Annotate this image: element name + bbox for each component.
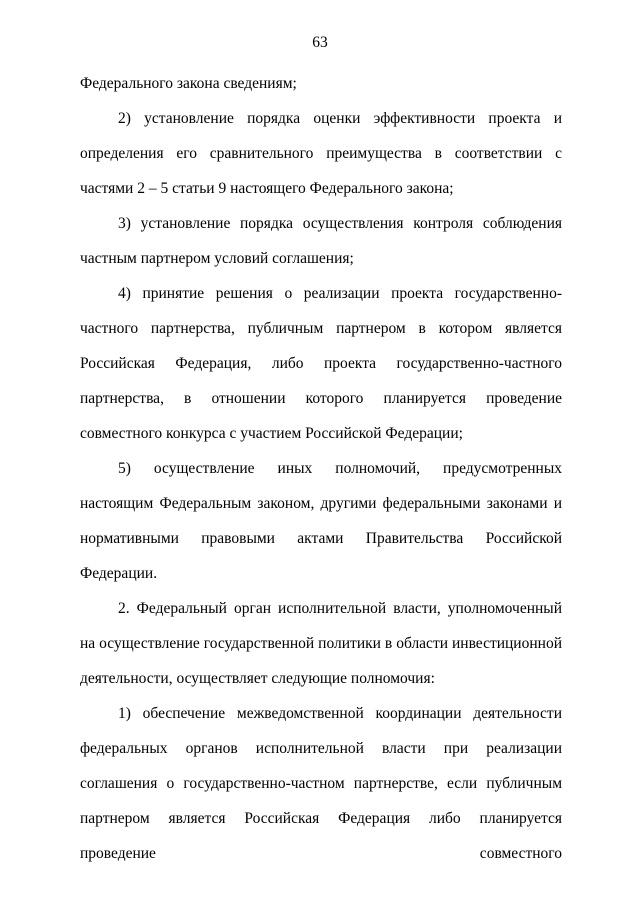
paragraph-item-4: 4) принятие решения о реализации проекта государственно-частного партнерства, публичным партнером в котором является Российская Федерация, либо проекта государственно-частного партнерства, в отношении которого планируется проведение совместного конкурса с участием Российской Федерации;: [80, 285, 562, 442]
document-body: [80, 66, 562, 871]
page-number: 63: [312, 34, 328, 51]
paragraph-section-2: 2. Федеральный орган исполнительной власти, уполномоченный на осуществление государственной политики в области инвестиционной деятельности, осуществляет следующие полномочия:: [80, 600, 562, 687]
paragraph-continuation: Федерального закона сведениям;: [80, 75, 297, 92]
paragraph-item-3: 3) установление порядка осуществления контроля соблюдения частным партнером условий соглашения;: [80, 215, 562, 267]
paragraph-item-2: 2) установление порядка оценки эффективности проекта и определения его сравнительного преимущества в соответствии с частями 2 – 5 статьи 9 настоящего Федерального закона;: [80, 110, 562, 197]
paragraph-item-5: 5) осуществление иных полномочий, предусмотренных настоящим Федеральным законом, другими федеральными законами и нормативными правовыми актами Правительства Российской Федерации.: [80, 460, 562, 582]
paragraph-section-2-item-1: 1) обеспечение межведомственной координации деятельности федеральных органов исполнительной власти при реализации соглашения о государственно-частном партнерстве, если публичным партнером является Российская Федерация либо планируется проведение совместного: [80, 705, 562, 862]
